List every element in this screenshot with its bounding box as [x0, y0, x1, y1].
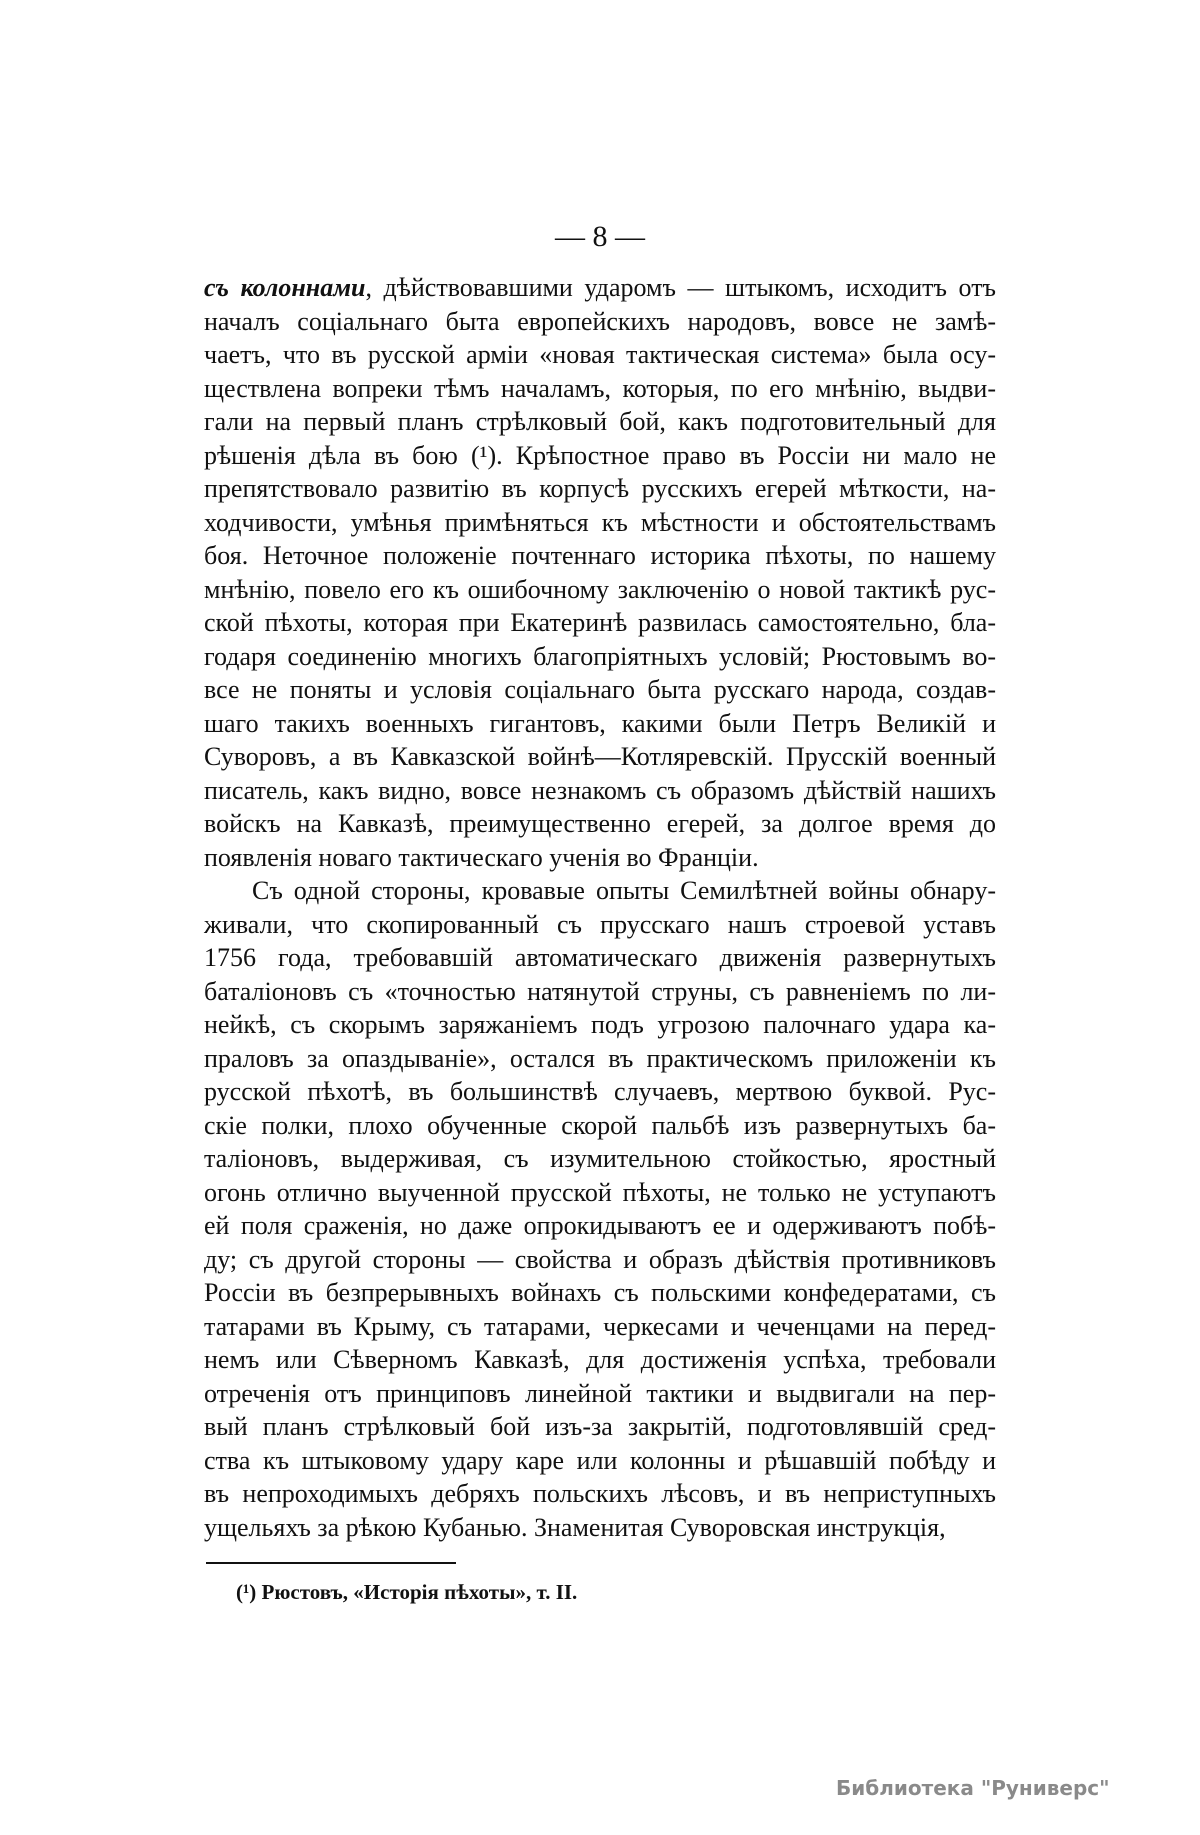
text-line [204, 472, 996, 506]
text-line [204, 271, 996, 305]
text-line [204, 1377, 996, 1411]
text-line [204, 1477, 996, 1511]
text-line [204, 372, 996, 406]
text-line [204, 908, 996, 942]
text-line [204, 707, 996, 741]
text-line-content: войскъ на Кавказѣ, преимущественно егерей, за долгое время до [204, 809, 996, 838]
text-line [204, 774, 996, 808]
text-line [204, 1276, 996, 1310]
text-line-content: вый планъ стрѣлковый бой изъ-за закрытій, подготовлявшій сред- [204, 1412, 996, 1441]
footnote: (¹) Рюстовъ, «Исторія пѣхоты», т. II. [236, 1580, 578, 1604]
text-line-content: въ непроходимыхъ дебряхъ польскихъ лѣсовъ, и въ неприступныхъ [204, 1479, 996, 1508]
text-line [204, 606, 996, 640]
text-line [204, 1075, 996, 1109]
text-line [204, 1444, 996, 1478]
text-line-content: русской пѣхотѣ, въ большинствѣ случаевъ, мертвою буквой. Рус- [204, 1077, 996, 1106]
text-line [204, 506, 996, 540]
text-line-content: Съ одной стороны, кровавые опыты Семилѣтней войны обнару- [252, 876, 996, 905]
text-line [204, 1209, 996, 1243]
library-watermark: Библиотека "Руниверс" [836, 1776, 1110, 1800]
text-line-content: ществлена вопреки тѣмъ началамъ, которыя, по его мнѣнію, выдви- [204, 373, 996, 403]
text-line-content: ду; съ другой стороны — свойства и образъ дѣйствія противниковъ [204, 1244, 996, 1274]
text-line-content: нейкѣ, съ скорымъ заряжаніемъ подъ угрозою палочнаго удара ка- [204, 1010, 996, 1039]
text-line [204, 305, 996, 339]
text-line-content: татарами въ Крыму, съ татарами, черкесами и чеченцами на перед- [204, 1311, 996, 1341]
text-line [204, 941, 996, 975]
text-line [204, 1142, 996, 1176]
text-line [204, 1511, 996, 1545]
text-line-content: писатель, какъ видно, вовсе незнакомъ съ образомъ дѣйствій нашихъ [204, 775, 996, 805]
text-line-content: огонь отлично выученной прусской пѣхоты, не только не уступаютъ [204, 1177, 996, 1207]
text-line [204, 439, 996, 473]
text-line [204, 740, 996, 774]
text-line [204, 1343, 996, 1377]
text-line-content: ства къ штыковому удару каре или колонны и рѣшавшій побѣду и [204, 1445, 996, 1475]
text-line-content: мнѣнію, повело его къ ошибочному заключенію о новой тактикѣ рус- [204, 574, 996, 604]
text-line-content: шаго такихъ военныхъ гигантовъ, какими были Петръ Великій и [204, 708, 996, 738]
text-line [204, 338, 996, 372]
text-line [204, 573, 996, 607]
text-line-content: ущельяхъ за рѣкою Кубанью. Знаменитая Суворовская инструкція, [204, 1512, 946, 1542]
text-line-content: 1756 года, требовавшій автоматическаго движенія развернутыхъ [204, 943, 996, 972]
text-line [204, 1410, 996, 1444]
page-number: — 8 — [555, 220, 645, 253]
text-line [204, 405, 996, 439]
text-line-content: живали, что скопированный съ прусскаго нашъ строевой уставъ [204, 909, 996, 939]
text-line-content: отреченія отъ принциповъ линейной тактики и выдвигали на пер- [204, 1378, 996, 1408]
text-line [204, 673, 996, 707]
text-line-content: препятствовало развитію въ корпусѣ русскихъ егерей мѣткости, на- [204, 474, 996, 503]
text-line [204, 640, 996, 674]
text-line-content: таліоновъ, выдерживая, съ изумительною стойкостью, яростный [204, 1144, 996, 1173]
text-line [204, 1176, 996, 1210]
text-line-content: рѣшенія дѣла въ бою (¹). Крѣпостное право въ Россіи ни мало не [204, 440, 996, 470]
text-line-content: боя. Неточное положеніе почтеннаго историка пѣхоты, по нашему [204, 541, 996, 570]
text-line-content: Россіи въ безпрерывныхъ войнахъ съ польскими конфедератами, съ [204, 1278, 996, 1307]
text-line [204, 841, 996, 875]
text-line [204, 874, 996, 908]
text-line-content: съ колоннами, дѣйствовавшими ударомъ — штыкомъ, исходитъ отъ [204, 273, 997, 302]
text-line [204, 1310, 996, 1344]
text-line [204, 975, 996, 1009]
text-line-content: ской пѣхоты, которая при Екатеринѣ развилась самостоятельно, бла- [204, 608, 996, 637]
text-line-content: годаря соединенію многихъ благопріятныхъ условій; Рюстовымъ во- [204, 641, 996, 671]
text-line [204, 1042, 996, 1076]
text-line-content: ей поля сраженія, но даже опрокидываютъ ее и одерживаютъ побѣ- [204, 1211, 996, 1240]
text-line [204, 1109, 996, 1143]
text-line-content: скіе полки, плохо обученные скорой пальбѣ изъ развернутыхъ ба- [204, 1110, 996, 1140]
text-line-content: немъ или Сѣверномъ Кавказѣ, для достиженія успѣха, требовали [204, 1345, 996, 1374]
text-line-content: все не поняты и условія соціальнаго быта русскаго народа, создав- [204, 675, 996, 704]
text-line-content: ходчивости, умѣнья примѣняться къ мѣстности и обстоятельствамъ [204, 507, 996, 537]
text-line-content: баталіоновъ съ «точностью натянутой струны, съ равненіемъ по ли- [204, 976, 996, 1006]
italic-phrase: съ колоннами [204, 273, 366, 302]
text-line-content: гали на первый планъ стрѣлковый бой, какъ подготовительный для [204, 407, 996, 436]
body-text [204, 271, 996, 1544]
text-line [204, 1243, 996, 1277]
text-line [204, 807, 996, 841]
text-line [204, 1008, 996, 1042]
text-line-content: Суворовъ, а въ Кавказской войнѣ—Котляревскій. Прусскій военный [204, 742, 996, 771]
text-line-content: чаетъ, что въ русской арміи «новая тактическая система» была осу- [204, 340, 996, 369]
text-line [204, 539, 996, 573]
text-line-content: началъ соціальнаго быта европейскихъ народовъ, вовсе не замѣ- [204, 306, 996, 336]
footnote-divider [206, 1562, 456, 1564]
text-line-content: появленія новаго тактическаго ученія во Франціи. [204, 842, 759, 872]
text-line-content: праловъ за опаздываніе», остался въ практическомъ приложеніи къ [204, 1043, 996, 1073]
